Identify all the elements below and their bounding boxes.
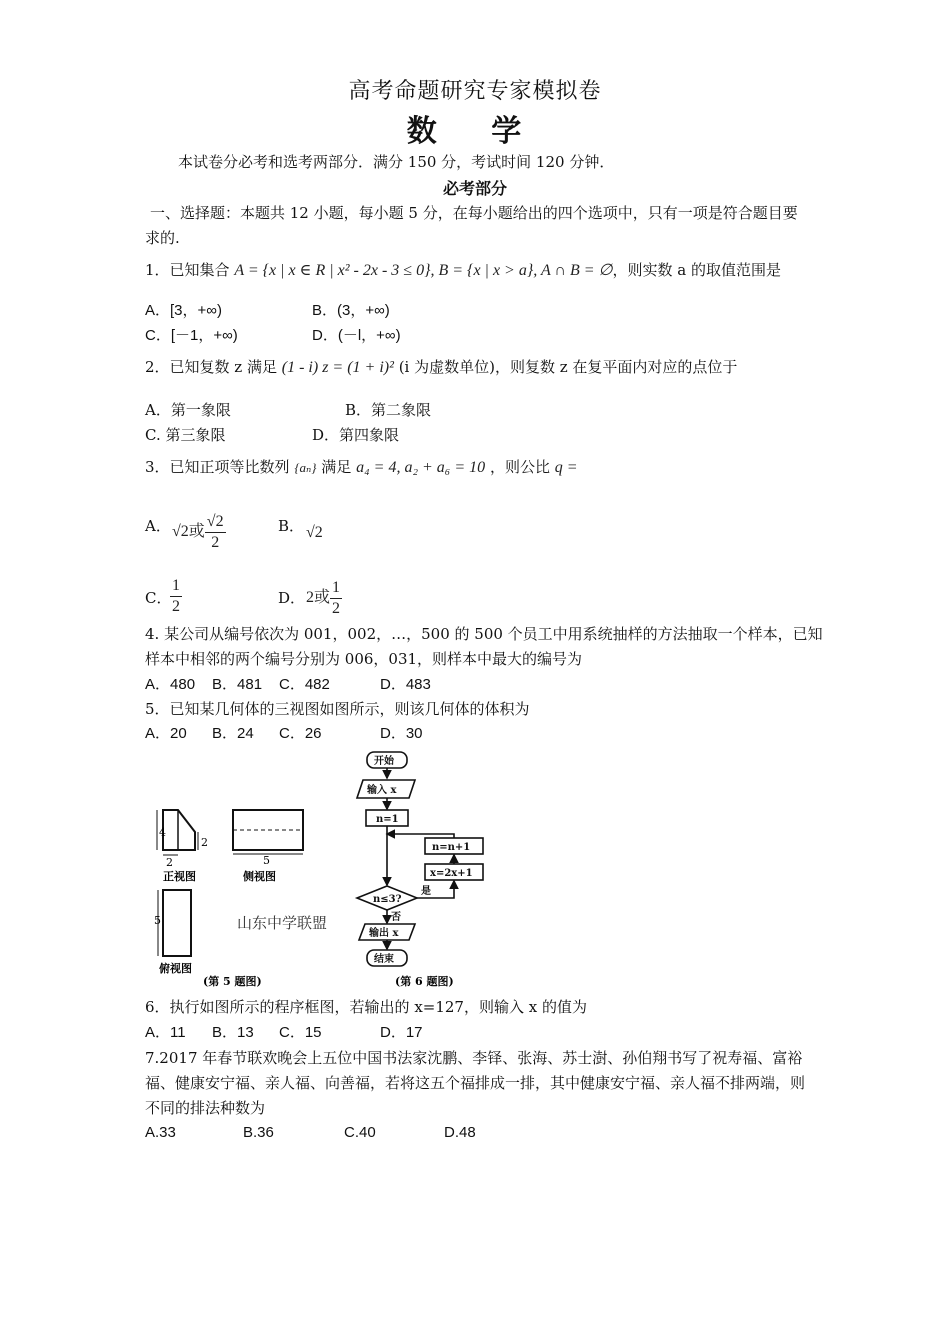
q6-option-b: B．13	[212, 1024, 254, 1041]
dim-4: 4	[159, 826, 166, 839]
q3-sequence: {aₙ}	[294, 460, 317, 475]
q3-option-a-denominator: 2	[211, 533, 220, 551]
q7-option-b: B.36	[243, 1124, 274, 1141]
fc-inc-text: n=n+1	[432, 842, 471, 853]
dim-2-right: 2	[201, 836, 208, 849]
q3-option-d-fraction	[330, 578, 342, 619]
q1-option-d: D．(－l，+∞)	[312, 327, 401, 344]
q3-prefix: 3．已知正项等比数列	[145, 458, 290, 476]
watermark: 山东中学联盟	[237, 914, 328, 932]
q2-stem	[145, 355, 737, 380]
q6-option-a: A．11	[145, 1024, 186, 1041]
q3-option-b-label: B．	[278, 517, 305, 535]
q4-option-d: D．483	[380, 676, 431, 693]
q5-option-a: A．20	[145, 725, 187, 742]
exam-title: 高考命题研究专家模拟卷	[348, 79, 602, 104]
q7-stem-line1: 7.2017 年春节联欢晚会上五位中国书法家沈鹏、李铎、张海、苏士澍、孙伯翔书写了祝寿福、富裕	[145, 1049, 803, 1067]
q1-condition: , A ∩ B = ∅	[533, 262, 613, 279]
fc-input-text: 输入 x	[367, 785, 397, 796]
fc-yes-text: 是	[421, 886, 431, 897]
fc-start-text: 开始	[374, 756, 394, 767]
q2-option-b: B．第二象限	[345, 401, 432, 419]
q1-option-b: B．(3，+∞)	[312, 302, 390, 319]
q3-option-c	[170, 576, 182, 617]
q6-option-d: D．17	[380, 1024, 423, 1041]
q5-stem: 5．已知某几何体的三视图如图所示，则该几何体的体积为	[145, 700, 530, 718]
q3-option-a	[172, 510, 226, 554]
q3-suffix: ，则公比	[489, 458, 550, 476]
q1-suffix: ，则实数 a 的取值范围是	[612, 261, 781, 279]
q3-stem	[145, 455, 578, 480]
exam-intro: 本试卷分必考和选考两部分．满分 150 分，考试时间 120 分钟．	[178, 153, 615, 171]
dim-2-bottom: 2	[166, 856, 173, 869]
fc-end-text: 结束	[374, 954, 394, 965]
q7-option-d: D.48	[444, 1124, 476, 1141]
front-view	[157, 810, 208, 883]
q3-option-a-text: √2或	[172, 523, 205, 540]
part1-instruction-line1: 一、选择题：本题共 12 小题，每小题 5 分，在每小题给出的四个选项中，只有一项是符合题目要	[150, 204, 798, 222]
q7-stem-line2: 福、健康安宁福、亲人福、向善福，若将这五个福排成一排，其中健康安宁福、亲人福不排两端，则	[145, 1074, 806, 1092]
q2-option-c: C. 第三象限	[145, 426, 226, 444]
q6-stem: 6．执行如图所示的程序框图，若输出的 x=127，则输入 x 的值为	[145, 998, 587, 1016]
q3-option-c-denominator: 2	[172, 598, 180, 615]
top-view	[154, 890, 192, 975]
q2-option-a: A．第一象限	[145, 401, 231, 419]
q1-prefix: 1．已知集合	[145, 261, 230, 279]
caption-q5: (第 5 题图)	[203, 975, 262, 988]
q1-option-c: C．[－1，+∞)	[145, 327, 238, 344]
q4-option-c: C．482	[279, 676, 330, 693]
fc-no-text: 否	[391, 912, 401, 923]
q3-option-d	[306, 576, 342, 620]
q2-suffix: (i 为虚数单位)，则复数 z 在复平面内对应的点位于	[398, 358, 738, 376]
q3-option-d-numerator: 1	[330, 578, 342, 599]
q3-option-c-numerator: 1	[170, 576, 182, 597]
q3-option-a-fraction	[205, 512, 226, 553]
fc-cond-text: n≤3?	[373, 894, 402, 905]
q4-stem-line1: 4. 某公司从编号依次为 001，002，…，500 的 500 个员工中用系统抽样的方法抽取一个样本，已知	[145, 625, 823, 643]
q2-expression: (1 - i) z = (1 + i)²	[281, 359, 394, 376]
fc-output-text: 输出 x	[369, 928, 399, 939]
q7-stem-line3: 不同的排法种数为	[145, 1099, 266, 1117]
q1-set-b: , B = {x | x > a}	[430, 262, 534, 279]
subject-title: 数 学	[406, 114, 544, 149]
fc-init-text: n=1	[376, 814, 399, 825]
q1-set-a: A = {x | x ∈ R | x² - 2x - 3 ≤ 0}	[234, 262, 431, 279]
q3-expression: a₄ = 4, a₂ + a₆ = 10	[356, 459, 486, 476]
q3-mid: 满足	[321, 458, 352, 476]
q3-option-d-text: 2或	[306, 589, 331, 606]
q7-option-c: C.40	[344, 1124, 376, 1141]
part1-instruction-line2: 求的.	[145, 229, 180, 247]
caption-q6: (第 6 题图)	[395, 975, 454, 988]
q7-option-a: A.33	[145, 1124, 176, 1141]
side-view	[233, 810, 303, 883]
q4-option-b: B．481	[212, 676, 263, 693]
q5-option-d: D．30	[380, 725, 423, 742]
q4-stem-line2: 样本中相邻的两个编号分别为 006，031，则样本中最大的编号为	[145, 650, 583, 668]
q3-option-c-label: C．	[145, 589, 172, 607]
q1-stem	[145, 258, 781, 283]
q4-option-a: A．480	[145, 676, 196, 693]
front-view-label: 正视图	[163, 870, 196, 883]
q3-option-d-label: D．	[278, 589, 306, 607]
dim-5-side: 5	[263, 854, 270, 867]
q3-option-a-label: A．	[145, 517, 171, 535]
dim-5-top: 5	[154, 914, 161, 927]
q2-option-d: D．第四象限	[312, 426, 400, 444]
q3-option-a-numerator: √2	[205, 512, 226, 533]
q5-option-c: C．26	[279, 725, 322, 742]
fc-update-text: x=2x+1	[430, 868, 473, 879]
q6-option-c: C．15	[279, 1024, 322, 1041]
top-view-label: 俯视图	[159, 962, 192, 975]
q3-option-b: √2	[306, 524, 323, 541]
q2-prefix: 2．已知复数 z 满足	[145, 358, 277, 376]
figure-q5-q6	[145, 742, 515, 992]
section-heading: 必考部分	[442, 179, 507, 198]
q3-option-c-fraction	[170, 576, 182, 617]
side-view-label: 侧视图	[243, 870, 276, 883]
q3-option-d-denominator: 2	[332, 599, 341, 617]
q3-ratio: q =	[554, 459, 578, 476]
q1-option-a: A．[3，+∞)	[145, 302, 222, 319]
q5-option-b: B．24	[212, 725, 254, 742]
